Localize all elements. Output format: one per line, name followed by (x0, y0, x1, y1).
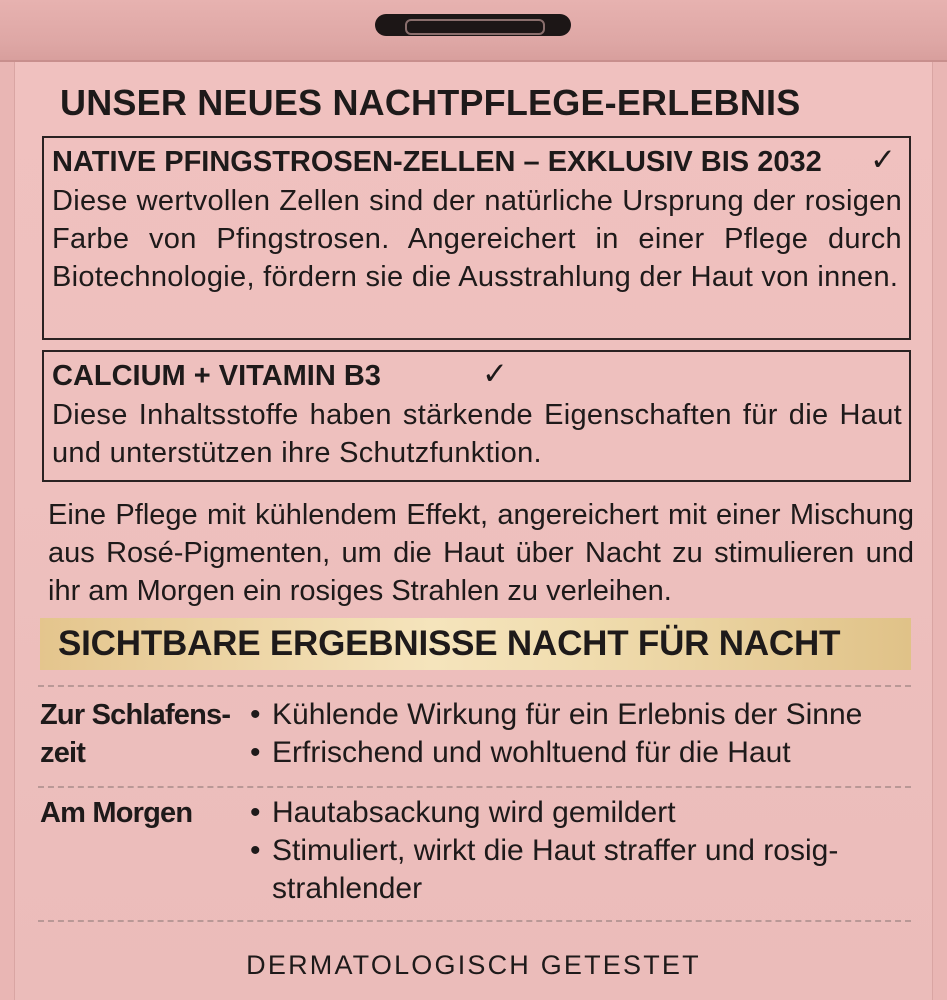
ingredient-title-calcium: CALCIUM + VITAMIN B3 (52, 360, 381, 392)
benefit-label-morning: Am Morgen (40, 797, 193, 829)
benefit-list-bedtime (246, 696, 926, 772)
benefit-item: • Hautabsackung wird gemildert (246, 794, 926, 832)
results-banner-text: SICHTBARE ERGEBNISSE NACHT FÜR NACHT (58, 624, 841, 663)
dashed-divider (38, 920, 911, 922)
dashed-divider (38, 786, 911, 788)
benefit-item: • Stimuliert, wirkt die Haut straffer und rosig-strahlender (246, 832, 926, 908)
package-lid (0, 0, 947, 62)
product-description: Eine Pflege mit kühlendem Effekt, angereichert mit einer Mischung aus Rosé-Pigmenten, um die Haut über Nacht zu stimulieren und ihr am Morgen ein rosiges Strahlen zu verleihen. (48, 499, 914, 607)
benefit-item: • Erfrischend und wohltuend für die Haut (246, 734, 926, 772)
benefit-label-bedtime: Zur Schlafens-zeit (40, 699, 231, 769)
ingredient-box-peony (42, 136, 911, 340)
ingredient-text-peony: Diese wertvollen Zellen sind der natürliche Ursprung der rosigen Farbe von Pfingstrosen. Angereichert in einer Pflege durch Biotechnologie, fördern sie die Ausstrahlung der Haut von innen. (52, 185, 902, 293)
ingredient-box-calcium (42, 350, 911, 482)
brand-logo-mark (375, 14, 571, 36)
check-icon: ✓ (870, 142, 896, 177)
results-banner (40, 618, 911, 670)
page-title: UNSER NEUES NACHTPFLEGE-ERLEBNIS (60, 82, 801, 123)
benefit-item: • Kühlende Wirkung für ein Erlebnis der Sinne (246, 696, 926, 734)
benefit-list-morning (246, 794, 926, 908)
ingredient-text-calcium: Diese Inhaltsstoffe haben stärkende Eigenschaften für die Haut und unterstützen ihre Schutzfunktion. (52, 399, 902, 469)
ingredient-title-peony: NATIVE PFINGSTROSEN-ZELLEN – EXKLUSIV BIS 2032 (52, 146, 822, 178)
dashed-divider (38, 685, 911, 687)
check-icon: ✓ (482, 356, 508, 391)
dermatologically-tested-claim: DERMATOLOGISCH GETESTET (246, 950, 701, 980)
